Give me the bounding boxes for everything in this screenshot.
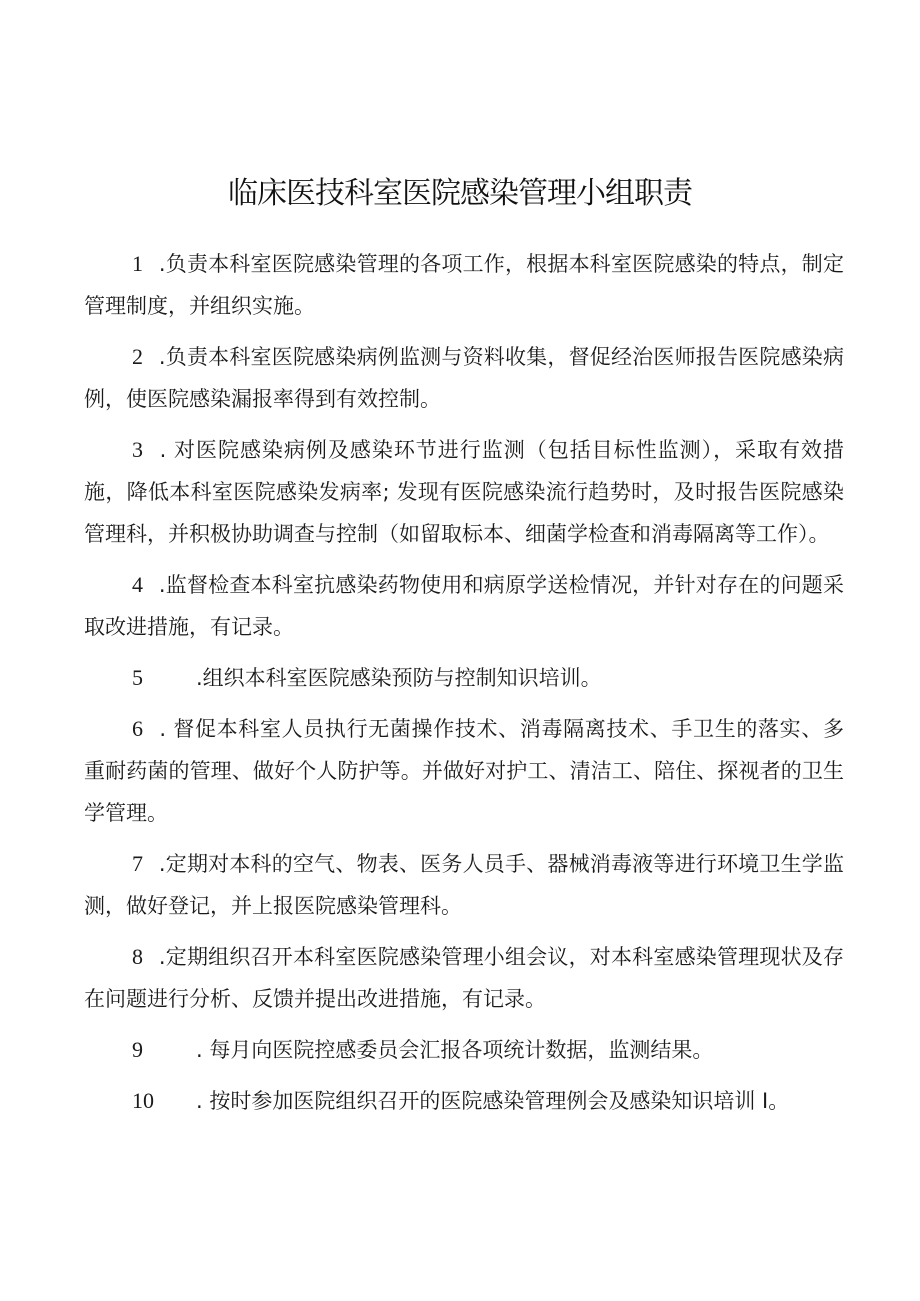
list-item <box>84 1029 844 1071</box>
item-text: .监督检查本科室抗感染药物使用和病原学送检情况，并针对存在的问题采取改进措施，有记录。 <box>84 573 844 639</box>
item-text: . 对医院感染病例及感染环节进行监测（包括目标性监测），采取有效措施，降低本科室医院感染发病率; 发现有医院感染流行趋势时，及时报告医院感染管理科，并积极协助调查与控制（如留取标本、细菌学检查和消毒隔离等工作）。 <box>84 438 844 546</box>
list-item <box>84 1080 844 1122</box>
item-number: 7 <box>132 851 143 876</box>
item-text: . 按时参加医院组织召开的医院感染管理例会及感染知识培训 I。 <box>196 1089 790 1113</box>
item-number: 10 <box>132 1088 154 1113</box>
list-item <box>84 564 844 648</box>
duty-list <box>84 243 844 1131</box>
item-number: 9 <box>132 1037 143 1062</box>
item-number: 6 <box>132 716 143 741</box>
item-number: 3 <box>132 437 143 462</box>
item-text: . 督促本科室人员执行无菌操作技术、消毒隔离技术、手卫生的落实、多重耐药菌的管理、做好个人防护等。并做好对护工、清洁工、陪住、探视者的卫生学管理。 <box>84 717 844 825</box>
item-text: .定期组织召开本科室医院感染管理小组会议，对本科室感染管理现状及存在问题进行分析、反馈并提出改进措施，有记录。 <box>84 945 844 1011</box>
page-title: 临床医技科室医院感染管理小组职责 <box>228 176 692 211</box>
list-item <box>84 243 844 327</box>
item-text: .组织本科室医院感染预防与控制知识培训。 <box>196 666 602 690</box>
item-text: .负责本科室医院感染管理的各项工作，根据本科室医院感染的特点，制定管理制度，并组织实施。 <box>84 252 844 318</box>
list-item <box>84 336 844 420</box>
item-text: .定期对本科的空气、物表、医务人员手、器械消毒液等进行环境卫生学监测，做好登记，并上报医院感染管理科。 <box>84 852 844 918</box>
item-text: . 每月向医院控感委员会汇报各项统计数据，监测结果。 <box>196 1038 714 1062</box>
item-number: 8 <box>132 944 143 969</box>
item-text: .负责本科室医院感染病例监测与资料收集，督促经治医师报告医院感染病例，使医院感染漏报率得到有效控制。 <box>84 345 844 411</box>
item-number: 1 <box>132 251 143 276</box>
item-number: 2 <box>132 344 143 369</box>
list-item <box>84 843 844 927</box>
item-number: 5 <box>132 665 143 690</box>
list-item <box>84 429 844 555</box>
list-item <box>84 936 844 1020</box>
list-item <box>84 657 844 699</box>
item-number: 4 <box>132 572 143 597</box>
list-item <box>84 708 844 834</box>
